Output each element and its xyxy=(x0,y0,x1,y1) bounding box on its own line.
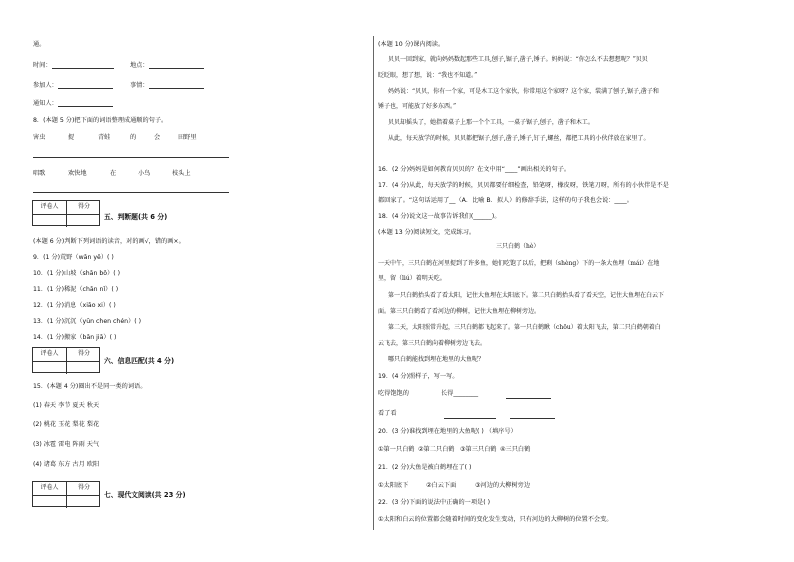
score-box xyxy=(32,481,100,507)
question-18: 18．(4 分)说文这一故事告诉我们(______)。 xyxy=(378,213,501,220)
score-box-header xyxy=(33,482,99,495)
section6-intro: 15．(本题 4 分)圈出不是同一类的词语。 xyxy=(33,383,147,390)
form-matter xyxy=(130,81,204,89)
passage1-line: 锤子也，可能放了好多东西。” xyxy=(378,103,457,110)
grader-cell[interactable] xyxy=(33,496,67,509)
q19-prompt: 19．(4 分)照样子，写一写。 xyxy=(378,373,459,380)
q8-word: 捉 xyxy=(68,134,75,141)
passage2-intro: (本题 13 分)阅读短文，完成练习。 xyxy=(378,229,476,236)
passage1-line: 妈妈说：“贝贝，你有一个家，可是木工这个家伙，你常用这个家呀？这个家，装满了刨子,锯子,凿子和 xyxy=(388,88,659,95)
q21-option[interactable]: ②白云下面 xyxy=(426,482,457,489)
matter-blank[interactable] xyxy=(149,81,204,89)
answer-line[interactable] xyxy=(33,157,229,158)
form-notified xyxy=(33,99,113,107)
score-box-entry[interactable] xyxy=(33,214,99,228)
passage1-line: 贝贝一回到家，就向妈妈数起那些工具,刨子,锯子,凿子,锤子。妈妈说：“你怎么不去想想呢？”贝贝 xyxy=(388,56,648,63)
place-blank[interactable] xyxy=(149,61,204,69)
q21-prompt: 21．(2 分)大鱼是被白鹤埋在了( ) xyxy=(378,464,472,471)
passage2-line: 哪只白鹤能找到埋在地里的大鱼呢？ xyxy=(388,356,485,363)
score-cell[interactable] xyxy=(67,215,101,228)
answer-line[interactable] xyxy=(33,192,229,193)
judge-item: 12．(1 分)消息（xiāo xi）( ) xyxy=(33,302,116,309)
judge-item: 13．(1 分)沉沉（yūn chen chén）( ) xyxy=(33,318,142,325)
place-label: 地点： xyxy=(130,61,149,69)
notified-blank[interactable] xyxy=(58,99,113,107)
q19-example: 吃得饱饱的 xyxy=(378,390,409,397)
q22-prompt: 22．(3 分)下面的说法中正确的一项是( ) xyxy=(378,499,491,506)
q8-word: 枝头上 xyxy=(172,170,191,177)
question-17-cont: 都回家了。“这句话运用了__（A．比喻 B．拟人）的修辞手法，这样的句子我也会说：____。 xyxy=(378,197,633,204)
q19-blank[interactable] xyxy=(510,411,555,419)
passage1-line: 贝贝却摇头了，她指着桌子上那一个个工具，一桌子锯子,刨子，凿子和木工。 xyxy=(388,119,594,126)
passage2-line: 面。第三只白鹤看了看河边的柳树，记住大鱼埋在柳树旁边。 xyxy=(378,308,541,315)
passage2-line: 第一只白鹤抬头看了看太阳，记住大鱼埋在太阳底下。第二只白鹤抬头看了看天空，记住大鱼埋在白云下 xyxy=(388,292,665,299)
q20-option[interactable]: ②第二只白鹤 xyxy=(418,446,455,453)
word-group-row: (4) 诸葛 东方 古月 欧阳 xyxy=(33,461,100,468)
q8-word: 唱歌 xyxy=(33,170,46,177)
score-label: 得分 xyxy=(77,350,90,357)
score-box-entry[interactable] xyxy=(33,495,99,509)
judge-item: 9．(1 分)荒野（wān yě）( ) xyxy=(33,254,114,261)
q20-option[interactable]: ①第一只白鹤 xyxy=(378,446,415,453)
question-17: 17．(4 分)从此，每天放学的时候，贝贝都要仔细检查，铅笔呀，橡皮呀，铁笔刀呀，所有的小伙伴是不是 xyxy=(378,182,669,189)
notified-label: 通知人： xyxy=(33,99,58,107)
judge-item: 11．(1 分)稀泥（chān nǐ）( ) xyxy=(33,286,119,293)
q21-option[interactable]: ①太阳底下 xyxy=(378,482,409,489)
score-box xyxy=(32,200,100,226)
question-16: 16．(2 分)妈妈是如何教育贝贝的？在文中用“____”画出相关的句子。 xyxy=(378,166,571,173)
participants-blank[interactable] xyxy=(58,81,113,89)
q8-word: 田野里 xyxy=(178,134,197,141)
q8-word: 会 xyxy=(154,134,161,141)
score-box xyxy=(32,347,100,373)
column-divider xyxy=(373,36,374,530)
q8-word: 害虫 xyxy=(33,134,46,141)
q19-blank[interactable] xyxy=(506,391,551,399)
grader-label: 评卷人 xyxy=(33,201,67,214)
q8-word: 小鸟 xyxy=(138,170,151,177)
grader-cell[interactable] xyxy=(33,362,67,375)
q20-option[interactable]: ③第三只白鹤 xyxy=(460,446,497,453)
top-fragment: 通。 xyxy=(33,41,46,48)
section7-title: 七、现代文阅读(共 23 分) xyxy=(104,491,186,499)
passage1-line: 眨眨眼，想了想，说：“我也不知道。” xyxy=(378,72,478,79)
grader-label: 评卷人 xyxy=(33,482,67,495)
judge-item: 14．(1 分)搬家（bān jiā）( ) xyxy=(33,334,117,341)
form-participants xyxy=(33,81,113,89)
passage1-line: 从此，每天放学的时候，贝贝都把锯子,刨子,凿子,锤子,钉子,螺丝，都把工具的小伙伴放在家里了。 xyxy=(388,135,650,142)
section6-title: 六、信息匹配(共 4 分) xyxy=(104,357,175,365)
word-group-row: (3) 冰雹 雷电 阵雨 天气 xyxy=(33,441,100,448)
passage1-intro: (本题 10 分)课内阅读。 xyxy=(378,41,445,48)
q22-option[interactable]: ①太阳和白云的位置都会随着时间的变化发生变动，只有河边的大柳树的位置不会变。 xyxy=(378,516,613,523)
participants-label: 参加人： xyxy=(33,81,58,89)
q21-option[interactable]: ③河边的大柳树旁边 xyxy=(475,482,531,489)
q8-word: 欢快地 xyxy=(68,170,87,177)
passage2-line: 里，留（liú）着明天吃。 xyxy=(378,275,446,282)
word-group-row: (2) 桃花 玉花 梨花 梨花 xyxy=(33,421,100,428)
form-time xyxy=(33,61,114,69)
q19-example-2: 看了看 xyxy=(378,410,397,417)
grader-label: 评卷人 xyxy=(33,348,67,361)
score-box-entry[interactable] xyxy=(33,361,99,375)
q19-example-b: 长得________ xyxy=(441,390,479,397)
score-box-header xyxy=(33,201,99,214)
grader-cell[interactable] xyxy=(33,215,67,228)
q8-word: 在 xyxy=(110,170,117,177)
score-label: 得分 xyxy=(77,484,90,491)
q8-word: 青蛙 xyxy=(98,134,111,141)
score-cell[interactable] xyxy=(67,362,101,375)
q20-prompt: 20．(3 分)谁找到埋在地里的大鱼呢( ) （填序号） xyxy=(378,428,517,435)
form-place xyxy=(130,61,204,69)
score-box-header xyxy=(33,348,99,361)
score-label: 得分 xyxy=(77,203,90,210)
section5-title: 五、判断题(共 6 分) xyxy=(104,213,168,221)
passage2-title: 三只白鹤（hè） xyxy=(496,243,540,250)
q8-word: 的 xyxy=(130,134,137,141)
passage2-line: 第二天，太阳照常升起，三只白鹤都飞起来了。第一只白鹤瞅（chōu）着太阳飞去，第二只白鹤朝着白 xyxy=(388,324,661,331)
passage2-line: 一天中午，三只白鹤在河里捉到了许多鱼，她们吃饱了以后，把剩（shèng）下的一条大鱼埋（mái）在地 xyxy=(378,260,660,267)
time-label: 时间： xyxy=(33,61,52,69)
judge-item: 10．(1 分)山坡（shān bō）( ) xyxy=(33,270,121,277)
time-blank[interactable] xyxy=(52,61,114,69)
score-cell[interactable] xyxy=(67,496,101,509)
word-group-row: (1) 春天 李节 夏天 秋天 xyxy=(33,402,100,409)
q20-option[interactable]: ④三只白鹤 xyxy=(500,446,531,453)
matter-label: 事情： xyxy=(130,81,149,89)
passage2-line: 云飞去，第三只白鹤向着柳树旁边飞去。 xyxy=(378,340,487,347)
section5-intro: (本题 6 分)判断下列词语的读音，对的画√，错的画×。 xyxy=(33,238,185,245)
q19-blank[interactable] xyxy=(444,411,496,419)
q8-prompt: 8．(本题 5 分)把下面的词语整理成通顺的句子。 xyxy=(33,117,168,124)
